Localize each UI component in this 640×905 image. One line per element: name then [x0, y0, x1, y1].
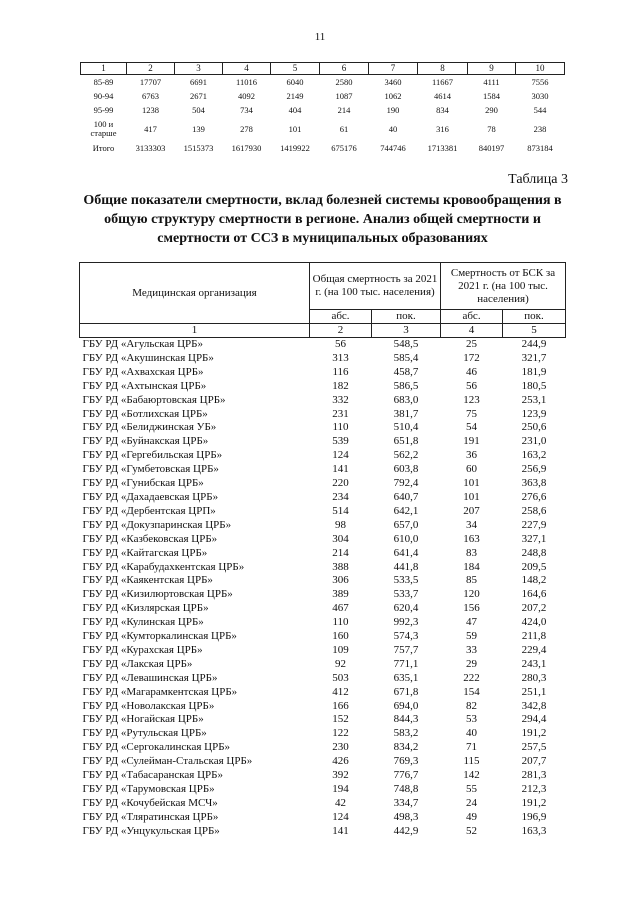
value-cell: 458,7 [393, 365, 419, 378]
value-cell: 40 [466, 727, 478, 740]
value-cell: 257,5 [521, 741, 547, 754]
value-cell: 657,0 [393, 518, 419, 531]
age-table-cell: 11016 [236, 76, 257, 87]
table-row [80, 700, 566, 714]
value-cell: 603,8 [393, 463, 419, 476]
organization-name: ГБУ РД «Белиджинская УБ» [82, 421, 217, 434]
value-cell: 101 [463, 490, 480, 503]
value-cell: 641,4 [393, 546, 419, 559]
table-row [80, 713, 566, 727]
value-cell: 586,5 [393, 379, 419, 392]
table-row [80, 588, 566, 602]
organization-name: ГБУ РД «Докузпаринская ЦРБ» [82, 518, 232, 531]
age-table-cell: 1584 [483, 90, 500, 101]
value-cell: 281,3 [521, 769, 547, 782]
value-cell: 510,4 [393, 421, 419, 434]
value-cell: 214 [332, 546, 349, 559]
value-cell: 24 [466, 796, 478, 809]
age-table-cell: 40 [388, 123, 398, 134]
value-cell: 49 [466, 810, 478, 823]
value-cell: 163,2 [521, 449, 547, 462]
value-cell: 792,4 [393, 477, 419, 490]
value-cell: 110 [332, 616, 349, 629]
age-table-cell: 1238 [142, 104, 159, 115]
age-table-cell: 78 [487, 123, 496, 134]
age-table-cell: 504 [192, 104, 205, 115]
value-cell: 207 [463, 504, 480, 517]
value-cell: 220 [332, 477, 349, 490]
value-cell: 154 [463, 685, 480, 698]
age-table-cell: 2580 [335, 76, 353, 87]
value-cell: 342,8 [521, 699, 547, 712]
value-cell: 620,4 [393, 602, 419, 615]
value-cell: 83 [466, 546, 478, 559]
organization-name: ГБУ РД «Карабудахкентская ЦРБ» [82, 560, 245, 573]
value-cell: 152 [332, 713, 349, 726]
value-cell: 98 [335, 518, 346, 531]
value-cell: 75 [466, 407, 478, 420]
age-table-cell: 139 [192, 123, 205, 134]
organization-name: ГБУ РД «Дербентская ЦРП» [82, 504, 216, 517]
table-row [80, 741, 566, 755]
table-row [80, 658, 566, 672]
value-cell: 834,2 [393, 741, 419, 754]
age-table-col-number: 10 [516, 63, 565, 75]
table-row [80, 519, 566, 533]
value-cell: 141 [332, 463, 349, 476]
value-cell: 776,7 [393, 769, 419, 782]
value-cell: 585,4 [393, 351, 419, 364]
age-table-cell: 544 [533, 104, 547, 115]
value-cell: 748,8 [393, 783, 419, 795]
value-cell: 196,9 [521, 810, 547, 823]
value-cell: 56 [335, 338, 346, 350]
table-row [80, 574, 566, 588]
table-row [80, 477, 566, 491]
value-cell: 212,3 [521, 783, 547, 795]
table-title: Общие показатели смертности, вклад болезней системы кровообращения в общую структуру смертности в регионе. Анализ общей смертности и смертности от ССЗ в муниципальных образованиях [83, 193, 562, 246]
age-table-cell: 6691 [190, 76, 207, 87]
col-header-bsk: Смертность от БСК за 2021 г. (на 100 тыс. населения) [441, 263, 566, 310]
value-cell: 642,1 [393, 504, 419, 517]
organization-name: ГБУ РД «Бабаюртовская ЦРБ» [82, 393, 226, 406]
age-table-cell: 6763 [142, 90, 159, 101]
age-table-cell: 404 [288, 104, 302, 115]
value-cell: 683,0 [393, 393, 419, 406]
value-cell: 280,3 [521, 671, 547, 684]
value-cell: 166 [332, 699, 349, 712]
table-row [80, 797, 566, 811]
value-cell: 381,7 [393, 407, 419, 420]
table-row [80, 644, 566, 658]
value-cell: 562,2 [393, 449, 419, 462]
age-table-cell: 7556 [531, 76, 549, 87]
age-table-cell: 3030 [531, 90, 549, 101]
age-table-cell: 3133303 [135, 142, 166, 153]
age-table-cell: 290 [485, 104, 498, 115]
value-cell: 194 [332, 783, 349, 795]
table-row [80, 352, 566, 366]
age-table-cell: 873184 [527, 142, 553, 153]
value-cell: 55 [466, 783, 478, 795]
value-cell: 82 [466, 699, 478, 712]
value-cell: 120 [463, 588, 480, 601]
table-row [80, 825, 566, 839]
organization-name: ГБУ РД «Рутульская ЦРБ» [82, 727, 207, 740]
value-cell: 229,4 [521, 643, 547, 656]
organization-name: ГБУ РД «Ахвахская ЦРБ» [82, 365, 204, 378]
table-row [80, 449, 566, 463]
table-row [80, 408, 566, 422]
age-table-cell: 1617930 [231, 142, 262, 153]
value-cell: 124 [332, 449, 349, 462]
value-cell: 757,7 [393, 643, 419, 656]
value-cell: 313 [332, 351, 349, 364]
organization-name: ГБУ РД «Унцукульская ЦРБ» [82, 824, 220, 837]
age-table-col-number: 8 [418, 63, 468, 75]
table-row [80, 672, 566, 686]
value-cell: 85 [466, 574, 478, 587]
value-cell: 207,7 [521, 755, 547, 768]
organization-name: ГБУ РД «Ахтынская ЦРБ» [82, 379, 207, 392]
age-table-col-number: 6 [320, 63, 369, 75]
organization-name: ГБУ РД «Буйнакская ЦРБ» [82, 435, 209, 448]
value-cell: 56 [466, 379, 478, 392]
organization-name: ГБУ РД «Магарамкентская ЦРБ» [82, 685, 238, 698]
value-cell: 771,1 [393, 657, 419, 670]
age-table-cell: 4111 [483, 76, 500, 87]
subheader-pok: пок. [372, 310, 441, 324]
value-cell: 29 [466, 657, 478, 670]
organization-name: ГБУ РД «Ботлихская ЦРБ» [82, 407, 208, 420]
table-row [80, 533, 566, 547]
value-cell: 211,8 [521, 630, 547, 643]
value-cell: 306 [332, 574, 349, 587]
value-cell: 234 [332, 490, 349, 503]
age-table-cell: 4092 [238, 90, 255, 101]
age-table-cell: 1087 [335, 90, 353, 101]
value-cell: 71 [466, 741, 478, 754]
value-cell: 426 [332, 755, 349, 768]
value-cell: 142 [463, 769, 480, 782]
organization-name: ГБУ РД «Кизилюртовская ЦРБ» [82, 588, 233, 601]
value-cell: 276,6 [521, 490, 547, 503]
table-row [80, 463, 566, 477]
value-cell: 610,0 [393, 532, 419, 545]
table-row [80, 394, 566, 408]
value-cell: 258,6 [521, 504, 547, 517]
value-cell: 101 [463, 477, 480, 490]
age-group-label: 95-99 [93, 104, 114, 115]
table-row [80, 338, 566, 352]
value-cell: 53 [466, 713, 478, 726]
value-cell: 651,8 [393, 435, 419, 448]
value-cell: 34 [466, 518, 478, 531]
value-cell: 514 [332, 504, 349, 517]
col-number: 2 [310, 324, 372, 338]
value-cell: 222 [463, 671, 480, 684]
page-number: 11 [314, 31, 326, 43]
value-cell: 243,1 [521, 657, 547, 670]
value-cell: 164,6 [521, 588, 547, 601]
value-cell: 148,2 [521, 574, 547, 587]
value-cell: 539 [332, 435, 349, 448]
col-number: 4 [441, 324, 503, 338]
value-cell: 231,0 [521, 435, 547, 448]
table-row [80, 686, 566, 700]
value-cell: 304 [332, 532, 349, 545]
value-cell: 122 [332, 727, 349, 740]
age-table-cell: 238 [533, 123, 547, 134]
age-table-cell: 190 [386, 104, 400, 115]
age-table-cell: 417 [144, 123, 157, 134]
age-table-cell: 278 [240, 123, 253, 134]
organization-name: ГБУ РД «Кайтагская ЦРБ» [82, 546, 208, 559]
organization-name: ГБУ РД «Агульская ЦРБ» [82, 338, 203, 350]
value-cell: 250,6 [521, 421, 547, 434]
table-row [80, 366, 566, 380]
col-header-total: Общая смертность за 2021 г. (на 100 тыс. населения) [310, 263, 441, 310]
value-cell: 141 [332, 824, 349, 837]
age-table [80, 62, 565, 155]
value-cell: 548,5 [393, 338, 419, 350]
age-table-row [81, 141, 565, 155]
value-cell: 363,8 [521, 477, 547, 490]
organization-name: ГБУ РД «Дахадаевская ЦРБ» [82, 490, 219, 503]
value-cell: 498,3 [393, 810, 419, 823]
age-table-row [81, 89, 565, 103]
value-cell: 412 [332, 685, 349, 698]
age-table-col-number: 5 [271, 63, 320, 75]
value-cell: 123 [463, 393, 480, 406]
value-cell: 992,3 [393, 616, 419, 629]
value-cell: 160 [332, 630, 349, 643]
value-cell: 25 [466, 338, 478, 350]
age-table-cell: 834 [436, 104, 449, 115]
value-cell: 209,5 [521, 560, 547, 573]
mortality-table [79, 262, 566, 839]
age-table-cell: 1062 [384, 90, 402, 101]
value-cell: 332 [332, 393, 349, 406]
age-table-cell: 6040 [286, 76, 304, 87]
organization-name: ГБУ РД «Тляратинская ЦРБ» [82, 810, 219, 823]
value-cell: 294,4 [521, 713, 547, 726]
value-cell: 46 [466, 365, 478, 378]
value-cell: 182 [332, 379, 349, 392]
subheader-abs: абс. [310, 310, 372, 324]
subheader-pok: пок. [503, 310, 566, 324]
value-cell: 163 [463, 532, 480, 545]
col-number: 5 [503, 324, 566, 338]
age-group-label: 100 и старше [90, 119, 117, 138]
value-cell: 244,9 [521, 338, 547, 350]
age-table-col-number: 1 [81, 63, 127, 75]
value-cell: 172 [463, 351, 480, 364]
age-table-row [81, 75, 565, 90]
organization-name: ГБУ РД «Кумторкалинская ЦРБ» [82, 630, 237, 643]
value-cell: 424,0 [521, 616, 547, 629]
age-table-cell: 734 [240, 104, 253, 115]
value-cell: 442,9 [393, 824, 419, 837]
age-table-cell: 744746 [380, 142, 406, 153]
value-cell: 256,9 [521, 463, 547, 476]
table-row [80, 505, 566, 519]
value-cell: 116 [332, 365, 349, 378]
table-row [80, 421, 566, 435]
value-cell: 441,8 [393, 560, 419, 573]
age-table-col-number: 3 [175, 63, 223, 75]
value-cell: 231 [332, 407, 349, 420]
organization-name: ГБУ РД «Казбековская ЦРБ» [82, 532, 218, 545]
organization-name: ГБУ РД «Тарумовская ЦРБ» [82, 783, 215, 795]
value-cell: 467 [332, 602, 349, 615]
table-row [80, 616, 566, 630]
age-group-label: 85-89 [93, 76, 114, 87]
age-table-cell: 1419922 [280, 142, 310, 153]
value-cell: 54 [466, 421, 478, 434]
age-table-cell: 101 [288, 123, 302, 134]
table-row [80, 811, 566, 825]
value-cell: 694,0 [393, 699, 419, 712]
age-table-cell: 1713381 [427, 142, 458, 153]
organization-name: ГБУ РД «Гумбетовская ЦРБ» [82, 463, 219, 476]
value-cell: 180,5 [521, 379, 547, 392]
table-row [80, 561, 566, 575]
age-group-label: Итого [92, 142, 115, 153]
age-table-col-number: 4 [223, 63, 271, 75]
organization-name: ГБУ РД «Кулинская ЦРБ» [82, 616, 204, 629]
value-cell: 388 [332, 560, 349, 573]
value-cell: 191,2 [521, 796, 547, 809]
table-row [80, 630, 566, 644]
value-cell: 327,1 [521, 532, 547, 545]
value-cell: 533,7 [393, 588, 419, 601]
col-header-org: Медицинская организация [80, 263, 310, 324]
value-cell: 123,9 [521, 407, 547, 420]
value-cell: 844,3 [393, 713, 419, 726]
age-table-cell: 316 [436, 123, 449, 134]
value-cell: 52 [466, 824, 478, 837]
age-table-cell: 11667 [432, 76, 453, 87]
age-table-cell: 61 [339, 123, 349, 134]
organization-name: ГБУ РД «Лакская ЦРБ» [82, 657, 193, 670]
age-group-label: 90-94 [93, 90, 114, 101]
table-row [80, 602, 566, 616]
value-cell: 635,1 [393, 671, 419, 684]
value-cell: 47 [466, 616, 478, 629]
col-number: 3 [372, 324, 441, 338]
value-cell: 392 [332, 769, 349, 782]
organization-name: ГБУ РД «Левашинская ЦРБ» [82, 671, 218, 684]
age-table-cell: 1515373 [183, 142, 214, 153]
organization-name: ГБУ РД «Курахская ЦРБ» [82, 643, 203, 656]
value-cell: 163,3 [521, 824, 547, 837]
age-table-header [81, 63, 565, 75]
value-cell: 769,3 [393, 755, 419, 768]
table-row [80, 547, 566, 561]
subheader-abs: абс. [441, 310, 503, 324]
value-cell: 110 [332, 421, 349, 434]
value-cell: 389 [332, 588, 349, 601]
value-cell: 191,2 [521, 727, 547, 740]
organization-name: ГБУ РД «Каякентская ЦРБ» [82, 574, 213, 587]
organization-name: ГБУ РД «Акушинская ЦРБ» [82, 351, 214, 364]
age-table-row [81, 117, 565, 141]
organization-name: ГБУ РД «Сергокалинская ЦРБ» [82, 741, 231, 754]
organization-name: ГБУ РД «Гунибская ЦРБ» [82, 477, 204, 490]
organization-name: ГБУ РД «Новолакская ЦРБ» [82, 699, 215, 712]
value-cell: 124 [332, 810, 349, 823]
value-cell: 334,7 [393, 796, 419, 809]
organization-name: ГБУ РД «Ногайская ЦРБ» [82, 713, 204, 726]
value-cell: 227,9 [521, 518, 547, 531]
value-cell: 115 [463, 755, 480, 768]
value-cell: 207,2 [521, 602, 547, 615]
value-cell: 33 [466, 643, 478, 656]
organization-name: ГБУ РД «Кизлярская ЦРБ» [82, 602, 209, 615]
age-table-col-number: 7 [369, 63, 418, 75]
value-cell: 184 [463, 560, 480, 573]
value-cell: 92 [335, 657, 346, 670]
value-cell: 60 [466, 463, 478, 476]
value-cell: 251,1 [521, 685, 547, 698]
value-cell: 321,7 [521, 351, 547, 364]
table-row [80, 769, 566, 783]
value-cell: 42 [335, 796, 346, 809]
organization-name: ГБУ РД «Гергебильская ЦРБ» [82, 449, 223, 462]
table-row [80, 435, 566, 449]
value-cell: 574,3 [393, 630, 419, 643]
age-table-cell: 2671 [190, 90, 207, 101]
age-table-cell: 3460 [384, 76, 402, 87]
value-cell: 503 [332, 671, 349, 684]
value-cell: 59 [466, 630, 478, 643]
organization-name: ГБУ РД «Сулейман-Стальская ЦРБ» [82, 755, 253, 768]
value-cell: 109 [332, 643, 349, 656]
table-row [80, 491, 566, 505]
age-table-col-number: 9 [468, 63, 516, 75]
value-cell: 156 [463, 602, 480, 615]
value-cell: 230 [332, 741, 349, 754]
table-row [80, 755, 566, 769]
col-number: 1 [80, 324, 310, 338]
age-table-col-number: 2 [127, 63, 175, 75]
table-label: Таблица 3 [508, 172, 568, 187]
age-table-cell: 17707 [139, 76, 162, 87]
value-cell: 181,9 [521, 365, 547, 378]
value-cell: 253,1 [521, 393, 547, 406]
age-table-cell: 4614 [434, 90, 451, 101]
value-cell: 248,8 [521, 546, 547, 559]
table-row [80, 783, 566, 797]
value-cell: 533,5 [393, 574, 419, 587]
table-row [80, 380, 566, 394]
value-cell: 191 [463, 435, 480, 448]
organization-name: ГБУ РД «Табасаранская ЦРБ» [82, 769, 223, 782]
value-cell: 36 [466, 449, 478, 462]
organization-name: ГБУ РД «Кочубейская МСЧ» [82, 796, 218, 809]
value-cell: 583,2 [393, 727, 419, 740]
value-cell: 671,8 [393, 685, 419, 698]
age-table-cell: 675176 [331, 142, 357, 153]
age-table-cell: 2149 [286, 90, 304, 101]
table-row [80, 727, 566, 741]
age-table-cell: 214 [337, 104, 351, 115]
value-cell: 640,7 [393, 490, 419, 503]
age-table-row [81, 103, 565, 117]
age-table-cell: 840197 [478, 142, 505, 153]
